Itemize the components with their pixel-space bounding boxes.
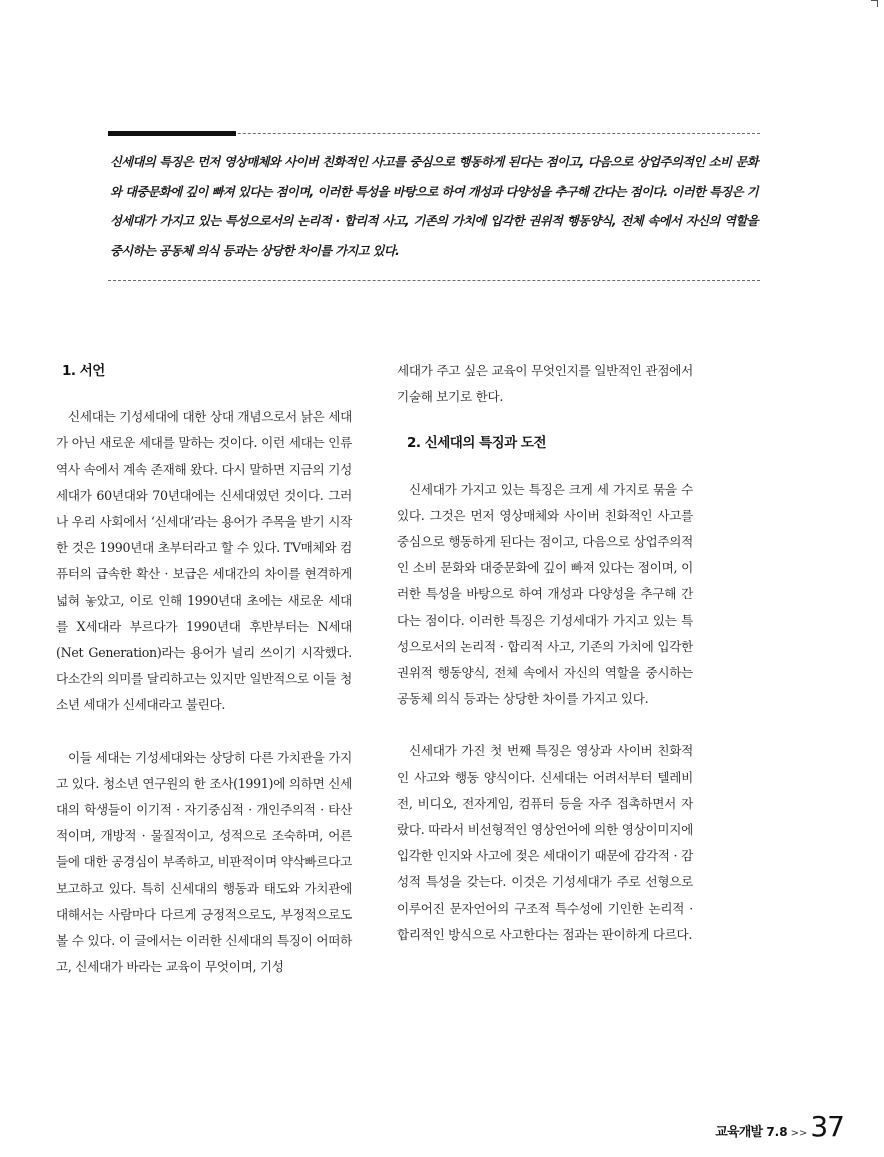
section-heading-characteristics: 2. 신세대의 특징과 도전 xyxy=(407,435,546,452)
right-column xyxy=(397,358,693,948)
section-heading-introduction: 1. 서언 xyxy=(62,363,105,379)
magazine-name: 교육개발 xyxy=(715,1125,763,1140)
abstract-bottom-rule xyxy=(108,280,760,281)
left-column xyxy=(56,358,352,980)
paragraph: 이들 세대는 기성세대와는 상당히 다른 가치관을 가지고 있다. 청소년 연구원의 한 조사(1991)에 의하면 신세대의 학생들이 이기적 · 자기중심적 · 개인주의적 · 타산적이며, 개방적 · 물질적이고, 성적으로 조숙하며, 어른들에 대한 공경심이 부족하고, 비판적이며 약삭빠르다고 보고하고 있다. 특히 신세대의 행동과 태도와 가치관에 대해서는 사람마다 다르게 긍정적으로도, 부정적으로도 볼 수 있다. 이 글에서는 이러한 신세대의 특징이 어떠하고, 신세대가 바라는 교육이 무엇이며, 기성 xyxy=(56,749,352,975)
issue-number: 7.8 xyxy=(766,1125,788,1139)
paragraph: 신세대가 가지고 있는 특징은 크게 세 가지로 묶을 수 있다. 그것은 먼저 영상매체와 사이버 친화적인 사고를 중심으로 행동하게 된다는 점이고, 다음으로 상업주의적인 소비 문화와 대중문화에 깊이 빠져 있다는 점이며, 이러한 특성을 바탕으로 하여 개성과 다양성을 추구해 간다는 점이다. 이러한 특징은 기성세대가 가지고 있는 특성으로서의 논리적 · 합리적 사고, 기존의 가치에 입각한 권위적 행동양식, 전체 속에서 자신의 역할을 중시하는 공동체 의식 등과는 상당한 차이를 가지고 있다. xyxy=(397,481,693,707)
abstract-box xyxy=(108,133,760,281)
paragraph: 신세대가 가진 첫 번째 특징은 영상과 사이버 친화적인 사고와 행동 양식이다. 신세대는 어려서부터 텔레비전, 비디오, 전자게임, 컴퓨터 등을 자주 접촉하면서 자랐다. 따라서 비선형적인 영상언어에 의한 영상이미지에 입각한 인지와 사고에 젖은 세대이기 때문에 감각적 · 감성적 특성을 갖는다. 이것은 기성세대가 주로 선형으로 이루어진 문자언어의 구조적 특수성에 기인한 논리적 · 합리적인 방식으로 사고한다는 점과는 판이하게 다르다. xyxy=(397,743,693,942)
paragraph: 세대가 주고 싶은 교육이 무엇인지를 일반적인 관점에서 기술해 보기로 한다. xyxy=(397,363,693,405)
abstract-text: 신세대의 특징은 먼저 영상매체와 사이버 친화적인 사고를 중심으로 행동하게 된다는 점이고, 다음으로 상업주의적인 소비 문화와 대중문화에 깊이 빠져 있다는 점이며, 이러한 특성을 바탕으로 하여 개성과 다양성을 추구해 간다는 점이다. 이러한 특징은 기성세대가 가지고 있는 특성으로서의 논리적 · 합리적 사고, 기존의 가치에 입각한 권위적 행동양식, 전체 속에서 자신의 역할을 중시하는 공동체 의식 등과는 상당한 차이를 가지고 있다. xyxy=(110,155,758,258)
crop-mark xyxy=(871,0,878,7)
page-footer xyxy=(715,1110,844,1143)
paragraph: 신세대는 기성세대에 대한 상대 개념으로서 낡은 세대가 아닌 새로운 세대를 말하는 것이다. 이런 세대는 인류 역사 속에서 계속 존재해 왔다. 다시 말하면 지금의 기성세대가 60년대와 70년대에는 신세대였던 것이다. 그러나 우리 사회에서 ‘신세대’라는 용어가 주목을 받기 시작한 것은 1990년대 초부터라고 할 수 있다. TV매체와 컴퓨터의 급속한 확산 · 보급은 세대간의 차이를 현격하게 넓혀 놓았고, 이로 인해 1990년대 초에는 새로운 세대를 X세대라 부르다가 1990년대 후반부터는 N세대(Net Generation)라는 용어가 널리 쓰이기 시작했다. 다소간의 의미를 달리하고는 있지만 일반적으로 이들 청소년 세대가 신세대라고 불린다. xyxy=(56,409,352,713)
page-number: 37 xyxy=(810,1110,844,1143)
abstract-accent-bar xyxy=(108,131,236,136)
abstract-top-rule xyxy=(108,133,760,138)
double-arrow-icon: >> xyxy=(790,1128,808,1139)
